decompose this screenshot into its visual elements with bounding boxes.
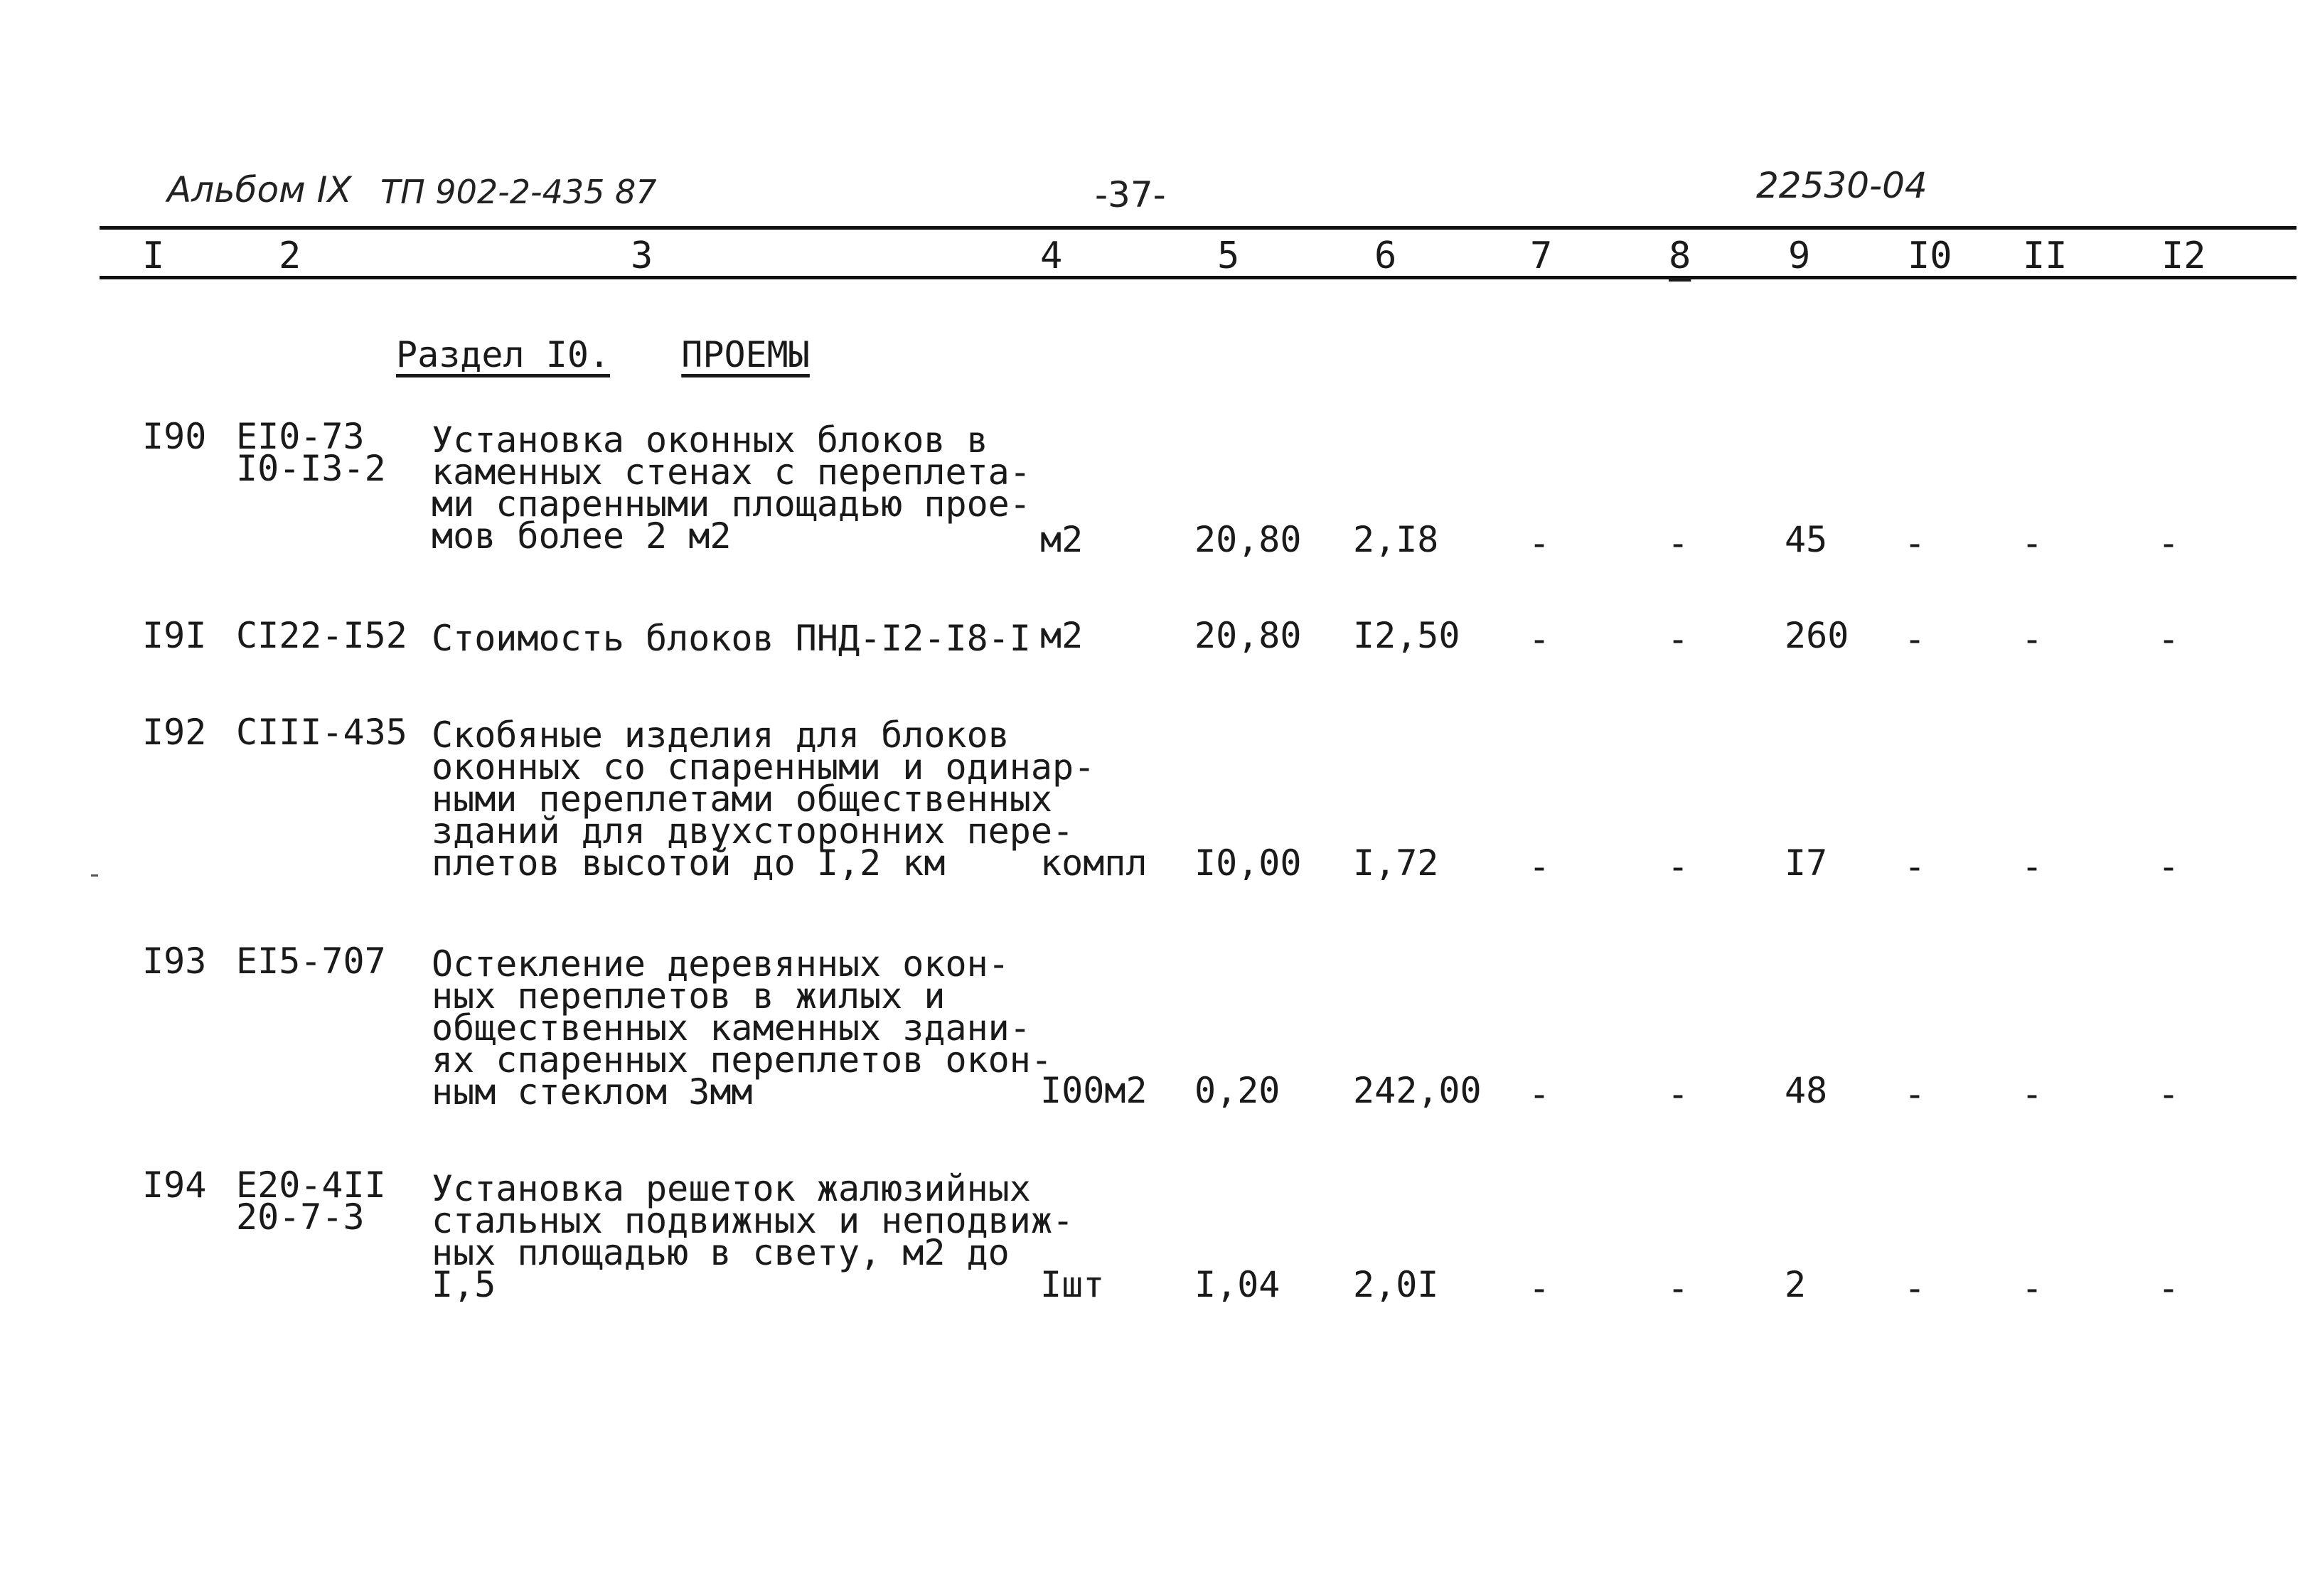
- row-col8: -: [1667, 846, 1689, 887]
- row-col11: -: [2021, 1073, 2043, 1115]
- row-col12: -: [2158, 846, 2180, 887]
- row-description: Остекление деревянных окон- ных переплетов в жилых и общественных каменных здани- ях спаренных переплетов окон- ным стеклом 3мм: [432, 943, 1052, 1113]
- row-price: 2,0I: [1353, 1264, 1439, 1305]
- row-description: Стоимость блоков ПНД-I2-I8-I: [432, 618, 1031, 659]
- row-unit: м2: [1040, 519, 1084, 560]
- column-number-7: 7: [1530, 235, 1553, 277]
- row-quantity: 20,80: [1194, 615, 1302, 656]
- row-col10: -: [1904, 1268, 1926, 1309]
- row-col12: -: [2158, 618, 2180, 660]
- row-col8: -: [1667, 1073, 1689, 1115]
- row-code: EI5-707: [236, 941, 386, 982]
- row-col9: I7: [1785, 842, 1828, 884]
- row-quantity: 0,20: [1194, 1070, 1280, 1111]
- row-quantity: 20,80: [1194, 519, 1302, 560]
- row-col7: -: [1529, 618, 1551, 660]
- row-col10: -: [1904, 1073, 1926, 1115]
- row-unit: компл: [1040, 842, 1148, 884]
- row-col12: -: [2158, 1073, 2180, 1115]
- row-description: Установка оконных блоков в каменных стенах с переплета- ми спаренными площадью прое- мов более 2 м2: [432, 419, 1031, 557]
- row-col7: -: [1529, 1268, 1551, 1309]
- row-col10: -: [1904, 846, 1926, 887]
- row-price: I2,50: [1353, 615, 1460, 656]
- row-number: I93: [142, 941, 207, 982]
- row-col11: -: [2021, 1268, 2043, 1309]
- row-number: I90: [142, 416, 207, 457]
- row-col11: -: [2021, 846, 2043, 887]
- row-description: Скобяные изделия для блоков оконных со спаренными и одинар- ными переплетами общественных зданий для двухсторонних пере- плетов высотой до I,2 км: [432, 714, 1096, 884]
- column-number-11: II: [2023, 235, 2068, 277]
- row-code: E20-4II 20-7-3: [236, 1164, 386, 1238]
- row-unit: Iшт: [1040, 1264, 1105, 1305]
- column-number-1: I: [142, 235, 165, 277]
- row-col8: -: [1667, 618, 1689, 660]
- column-number-12: I2: [2161, 235, 2206, 277]
- row-quantity: I,04: [1194, 1264, 1280, 1305]
- row-price: 2,I8: [1353, 519, 1439, 560]
- row-col12: -: [2158, 523, 2180, 564]
- row-price: I,72: [1353, 842, 1439, 884]
- column-number-4: 4: [1040, 235, 1063, 277]
- section-prefix: Раздел I0.: [396, 334, 611, 375]
- row-col11: -: [2021, 523, 2043, 564]
- row-quantity: I0,00: [1194, 842, 1302, 884]
- row-col9: 48: [1785, 1070, 1828, 1111]
- scan-mark: [91, 874, 98, 877]
- column-number-10: I0: [1908, 235, 1952, 277]
- row-number: I94: [142, 1164, 207, 1206]
- header-bottom-rule: [100, 276, 2296, 279]
- row-number: I92: [142, 712, 207, 753]
- section-title: ПРОЕМЫ: [681, 334, 810, 375]
- column-number-8: 8: [1669, 235, 1691, 277]
- row-col11: -: [2021, 618, 2043, 660]
- column-number-3: 3: [631, 235, 653, 277]
- row-col9: 45: [1785, 519, 1828, 560]
- row-col7: -: [1529, 523, 1551, 564]
- column-number-6: 6: [1374, 235, 1397, 277]
- row-description: Установка решеток жалюзийных стальных подвижных и неподвиж- ных площадью в свету, м2 до I,5: [432, 1168, 1074, 1305]
- section-heading: [396, 334, 810, 375]
- row-col7: -: [1529, 1073, 1551, 1115]
- header-top-rule: [100, 226, 2296, 230]
- row-col8: -: [1667, 523, 1689, 564]
- document-code: 22530-04: [1756, 165, 1927, 206]
- album-label: Альбом IX: [167, 169, 352, 210]
- column-number-2: 2: [279, 235, 301, 277]
- row-code: CIII-435: [236, 712, 407, 753]
- row-number: I9I: [142, 615, 207, 656]
- row-col7: -: [1529, 846, 1551, 887]
- row-col8: -: [1667, 1268, 1689, 1309]
- row-price: 242,00: [1353, 1070, 1482, 1111]
- row-code: CI22-I52: [236, 615, 407, 656]
- row-unit: I00м2: [1040, 1070, 1148, 1111]
- row-code: EI0-73 I0-I3-2: [236, 416, 386, 489]
- row-col9: 260: [1785, 615, 1849, 656]
- column-number-9: 9: [1788, 235, 1811, 277]
- project-code: ТП 902-2-435 87: [380, 173, 657, 211]
- row-unit: м2: [1040, 615, 1084, 656]
- column-number-5: 5: [1217, 235, 1240, 277]
- row-col10: -: [1904, 618, 1926, 660]
- row-col9: 2: [1785, 1264, 1807, 1305]
- row-col12: -: [2158, 1268, 2180, 1309]
- row-col10: -: [1904, 523, 1926, 564]
- page-number: -37-: [1095, 174, 1166, 215]
